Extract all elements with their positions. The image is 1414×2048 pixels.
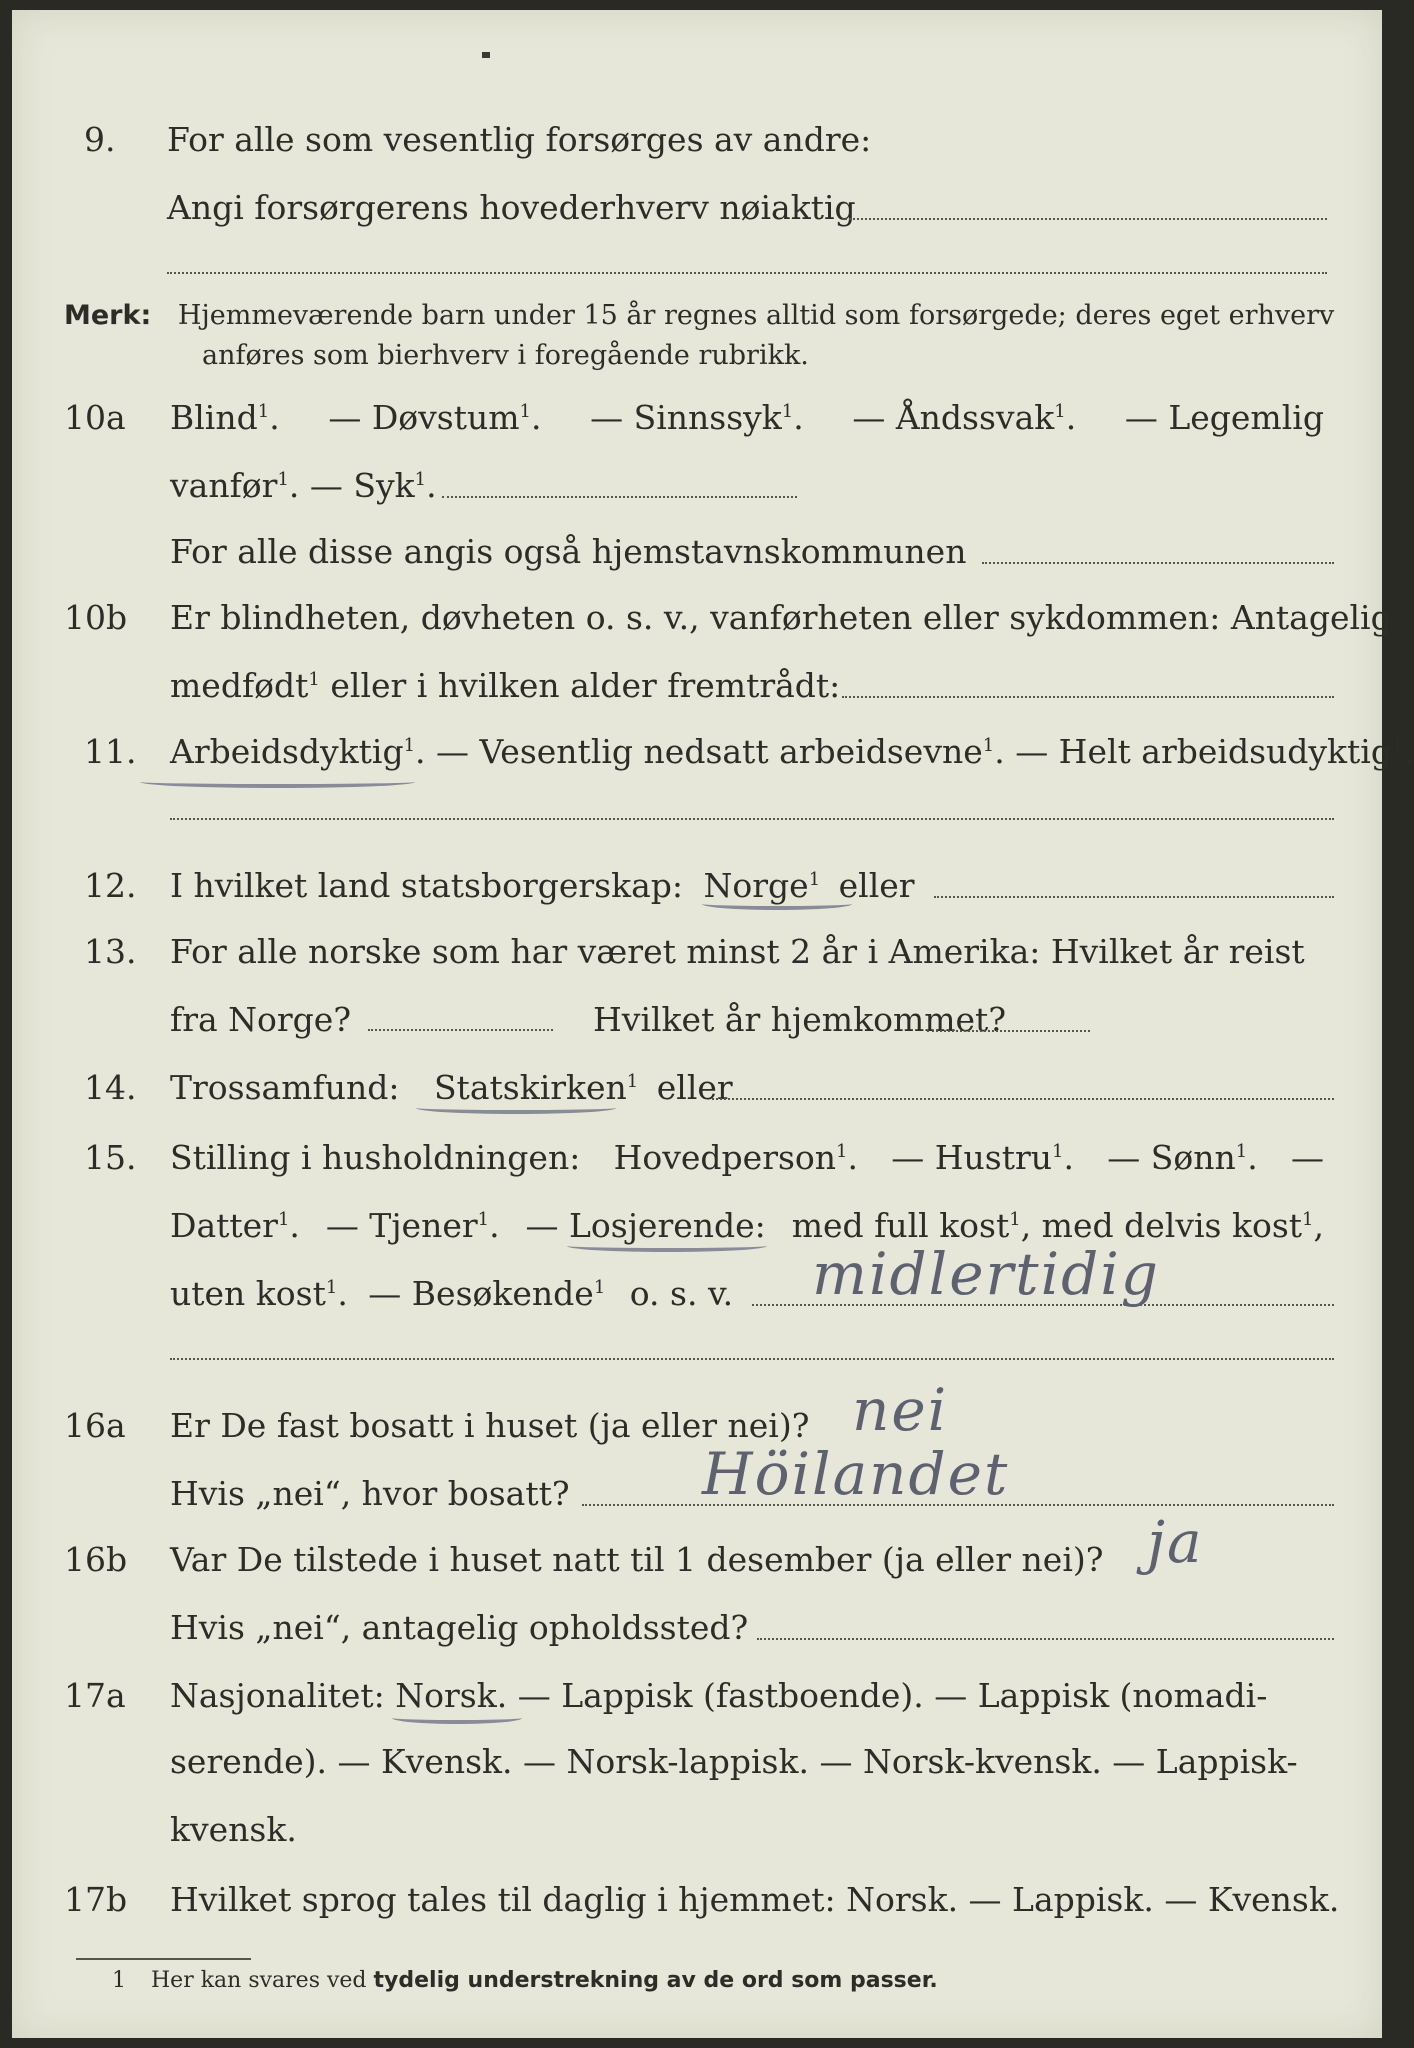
q15-line3: uten kost$^1$. — Besøkende$^1$ o. s. v. xyxy=(12,1264,1382,1324)
q11-option-arbeidsdyktig[interactable]: Arbeidsdyktig xyxy=(170,732,404,771)
q15-option-losjerende[interactable]: — Losjerende: xyxy=(525,1206,766,1245)
q17a-line1: 17a Nasjonalitet: Norsk. — Lappisk (fastboende). — Lappisk (nomadi- xyxy=(64,1676,1268,1715)
q9-answer-field-2[interactable] xyxy=(167,272,1327,274)
q10b-line1: 10b Er blindheten, døvheten o. s. v., vanførheten eller sykdommen: Antagelig xyxy=(64,598,1392,637)
footnote-rule xyxy=(76,1958,251,1960)
q9-line1: 9. For alle som vesentlig forsørges av andre: xyxy=(84,120,872,159)
q10b-answer-field[interactable] xyxy=(842,696,1334,698)
q10a-line3: For alle disse angis også hjemstavnskommunen xyxy=(12,522,1382,582)
q15-line1: 15. Stilling i husholdningen: Hovedperson$^1$. — Hustru$^1$. — Sønn$^1$. — xyxy=(84,1138,1324,1177)
q14-option-statskirken[interactable]: Statskirken xyxy=(433,1068,627,1107)
q14-hand-underline xyxy=(416,1102,616,1114)
q9-answer-field[interactable] xyxy=(842,218,1327,220)
census-form-page xyxy=(12,10,1414,2038)
q14-line: 14. Trossamfund: Statskirken$^1$ eller xyxy=(12,1058,1382,1118)
q12-hand-underline xyxy=(702,898,852,910)
q10a-line2: vanfør$^1$. — Syk$^1$. xyxy=(12,456,1382,516)
q16b-handwritten-answer: ja xyxy=(1147,1508,1204,1576)
q11-option-udyktig[interactable]: — Helt arbeidsudyktig xyxy=(1015,732,1392,771)
q17b-line1: 17b Hvilket sprog tales til daglig i hjemmet: Norsk. — Lappisk. — Kvensk. xyxy=(64,1880,1340,1919)
q10a-line1: 10a Blind$^1$. — Døvstum$^1$. — Sinnssyk$^1$. — Åndssvak$^1$. — Legemlig xyxy=(64,398,1324,437)
q10b-line2: medfødt$^1$ eller i hvilken alder fremtrådt: xyxy=(12,656,1382,716)
footnote: 1 Her kan svares ved tydelig understrekning av de ord som passer. xyxy=(112,1968,938,1993)
q15-handwritten-answer: midlertidig xyxy=(812,1240,1160,1308)
q11-line: 11. Arbeidsdyktig$^1$. — Vesentlig nedsatt arbeidsevne$^1$. — Helt arbeidsudyktig$^1$. xyxy=(84,732,1414,771)
q16a-line1: 16a Er De fast bosatt i huset (ja eller nei)? xyxy=(64,1406,810,1445)
q11-answer-field[interactable] xyxy=(170,818,1334,820)
q15-line2: Datter$^1$. — Tjener$^1$. — Losjerende: med full kost$^1$, med delvis kost$^1$, xyxy=(12,1196,1382,1256)
merk-note-line2: anføres som bierhverv i foregående rubrikk. xyxy=(202,340,809,371)
q13-hjemkommet-field[interactable] xyxy=(927,1030,1090,1032)
q14-answer-field[interactable] xyxy=(712,1098,1334,1100)
q10a-kommune-field[interactable] xyxy=(982,562,1334,564)
q16a-line2: Hvis „nei“, hvor bosatt? xyxy=(12,1464,1382,1524)
q17a-line2: serende). — Kvensk. — Norsk-lappisk. — Norsk-kvensk. — Lappisk- xyxy=(170,1742,1298,1781)
q10a-syk-field[interactable] xyxy=(442,496,797,498)
q12-answer-field[interactable] xyxy=(934,896,1334,898)
q11-option-nedsatt[interactable]: — Vesentlig nedsatt arbeidsevne xyxy=(436,732,983,771)
q16b-opholdssted-field[interactable] xyxy=(757,1638,1334,1640)
q13-line2: fra Norge? Hvilket år hjemkommet? xyxy=(12,990,1382,1050)
q11-hand-underline xyxy=(140,776,415,788)
q15-answer-field-2[interactable] xyxy=(170,1358,1334,1360)
merk-note: Merk: Hjemmeværende barn under 15 år regnes alltid som forsørgede; deres eget erhverv xyxy=(64,300,1335,331)
q17a-line3: kvensk. xyxy=(170,1810,297,1849)
q16b-line2: Hvis „nei“, antagelig opholdssted? xyxy=(12,1598,1382,1658)
q9-line2: Angi forsørgerens hovederhverv nøiaktig xyxy=(12,178,1382,238)
q16b-line1: 16b Var De tilstede i huset natt til 1 desember (ja eller nei)? xyxy=(64,1540,1104,1579)
q16a-handwritten-place: Höilandet xyxy=(702,1440,1010,1508)
page-mark xyxy=(482,52,490,58)
q13-line1: 13. For alle norske som har været minst 2 år i Amerika: Hvilket år reist xyxy=(84,932,1305,971)
q15-hand-underline xyxy=(567,1240,767,1252)
q16a-handwritten-answer: nei xyxy=(852,1376,949,1444)
q17a-hand-underline xyxy=(392,1712,522,1724)
q12-line: 12. I hvilket land statsborgerskap: Norge$^1$ eller xyxy=(12,856,1382,916)
q12-option-norge[interactable]: Norge xyxy=(703,866,809,905)
